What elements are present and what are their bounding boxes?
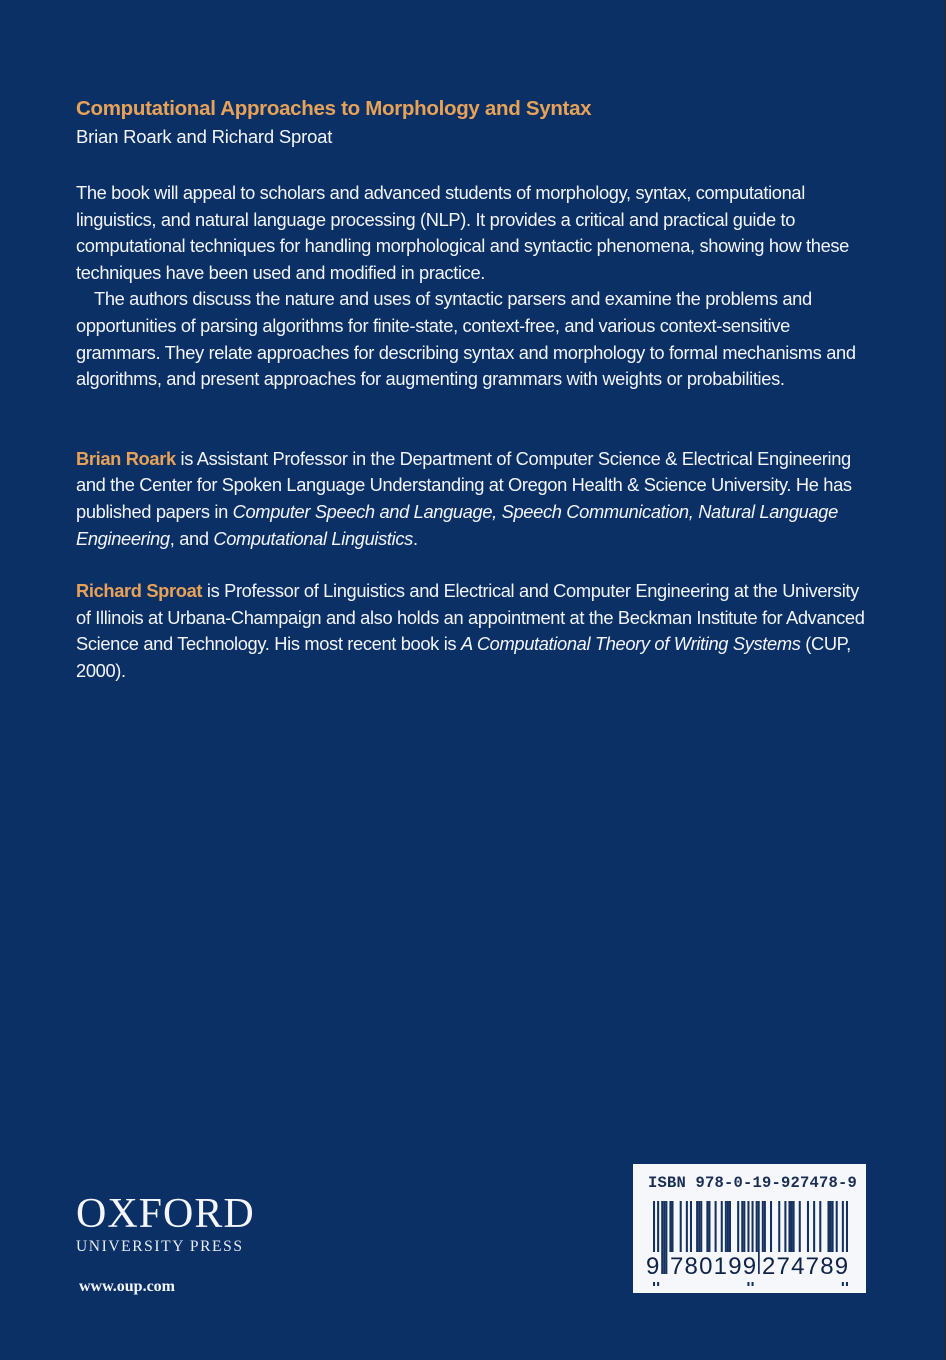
isbn-barcode (633, 1164, 866, 1293)
book-description (76, 180, 866, 393)
bio-text: (CUP, 2000). (76, 633, 851, 681)
bio-text: is Assistant Professor in the Department of Computer Science & Electrical Engineering and the Center for Spoken Language Understanding at Oregon Health & Science University. He has published papers in (76, 447, 852, 522)
author-bio-roark (76, 446, 866, 552)
bio-text: , and (169, 527, 214, 549)
publisher-logo (76, 1193, 255, 1296)
bio-book-title: A Computational Theory of Writing Systems (460, 633, 801, 655)
book-authors: Brian Roark and Richard Sproat (76, 126, 333, 147)
bio-text: . (412, 527, 418, 549)
bio-publications: Computer Speech and Language, Speech Communication, Natural Language Engineering (76, 500, 838, 549)
publisher-subtitle: UNIVERSITY PRESS (76, 1238, 244, 1255)
description-paragraph: The book will appeal to scholars and advanced students of morphology, syntax, computational linguistics, and natural language processing (NLP). It provides a critical and practical guide to computational techniques for handling morphological and syntactic phenomena, showing how these techniques have been used and modified in practice. (76, 182, 850, 283)
ean-digits-left: 780199 (670, 1253, 758, 1280)
author-name: Brian Roark (76, 447, 176, 469)
author-bio-sproat (76, 578, 866, 684)
bio-text: is Professor of Linguistics and Electrical and Computer Engineering at the University of Illinois at Urbana-Champaign and also holds an appointment at the Beckman Institute for Advanced Science and Technology. His most recent book is (76, 580, 865, 655)
ean-digit-lead: 9 (646, 1253, 660, 1280)
author-name: Richard Sproat (76, 580, 203, 602)
publisher-website: www.oup.com (79, 1278, 176, 1295)
publisher-name: OXFORD (76, 1191, 255, 1237)
bio-publications: Computational Linguistics (213, 527, 413, 549)
description-paragraph: The authors discuss the nature and uses of syntactic parsers and examine the problems and opportunities of parsing algorithms for finite-state, context-free, and various context-sensitive grammars. They relate approaches for describing syntax and morphology to formal mechanisms and algorithms, and present approaches for augmenting grammars with weights or probabilities. (76, 288, 856, 390)
ean-digits-right: 274789 (762, 1253, 850, 1280)
book-title: Computational Approaches to Morphology and Syntax (76, 97, 592, 120)
isbn-label: ISBN 978-0-19-927478-9 (648, 1174, 858, 1192)
back-cover-content (76, 96, 866, 685)
